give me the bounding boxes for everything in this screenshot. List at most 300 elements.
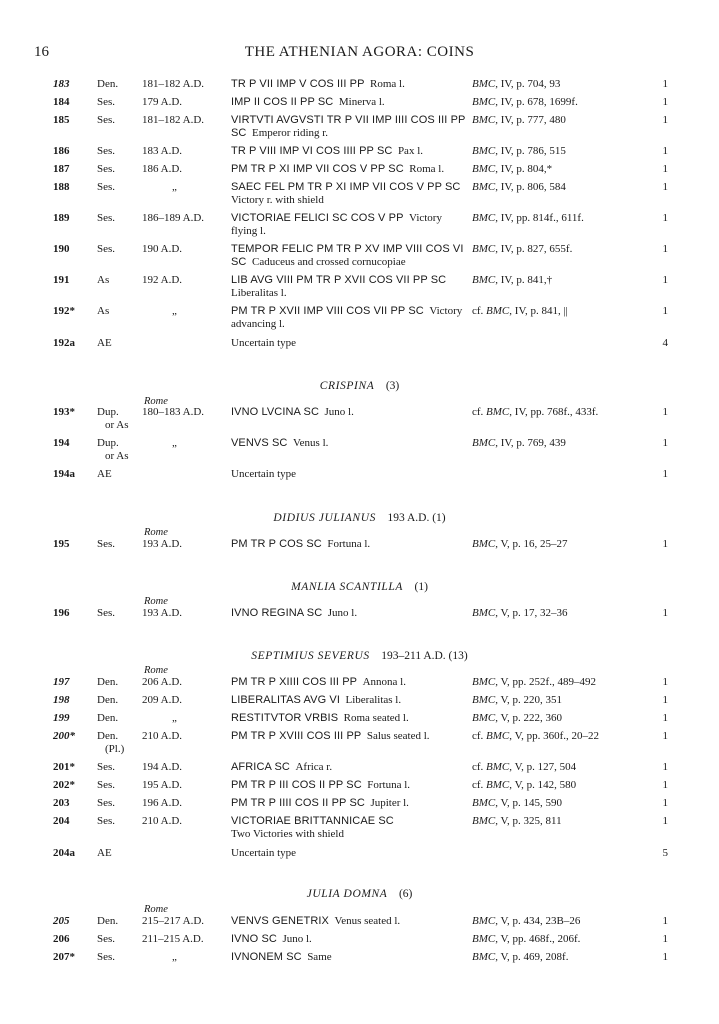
reference [472,78,652,91]
specimen-count: 1 [662,779,668,791]
specimen-count: 1 [662,933,668,945]
reverse-legend-and-type [231,951,467,964]
denomination-name: Den. [97,712,119,724]
denomination-name: Den. [97,78,119,90]
reference [472,676,652,689]
entry-number: 194 [53,437,70,449]
specimen-count: 1 [662,468,668,480]
specimen-count: 1 [662,797,668,809]
denomination-name: Ses. [97,779,116,791]
section-dates-count: 193–211 A.D. (13) [381,650,468,662]
denomination-name: Ses. [97,951,116,963]
reference [472,114,652,127]
reference [472,915,652,928]
denomination-name: Ses. [97,163,116,175]
reverse-legend-and-type [231,437,467,450]
reference-catalogue: BMC [472,243,496,255]
specimen-count: 1 [662,761,668,773]
denomination-name: As [97,305,110,317]
reverse-legend: PM TR P III COS II PP SC [231,779,362,791]
entry-number: 189 [53,212,70,224]
denomination-name: Ses. [97,212,116,224]
entry-number: 184 [53,96,70,108]
denomination [97,468,139,481]
section-ruler-name: JULIA DOMNA [306,888,388,900]
denomination-name: AE [97,847,112,859]
reference-catalogue: BMC [472,78,496,90]
entry-number: 185 [53,114,70,126]
denomination-name: Den. [97,694,119,706]
reverse-legend: VENVS SC [231,437,288,449]
reverse-legend: PM TR P XVII IMP VIII COS VII PP SC [231,305,424,317]
reverse-legend: TR P VII IMP V COS III PP [231,78,365,90]
reverse-type: Juno l. [282,933,312,945]
entry-number: 192* [53,305,75,317]
denomination-name: Ses. [97,114,116,126]
specimen-count: 1 [662,538,668,550]
reverse-legend: VICTORIAE BRITTANNICAE SC [231,815,394,827]
reverse-legend-and-type [231,797,467,810]
section-heading [0,512,719,524]
reference [472,163,652,176]
denomination [97,951,139,964]
reverse-legend: TEMPOR FELIC PM TR P XV IMP VIII COS VI SC [231,243,464,268]
reverse-type: Venus seated l. [334,915,401,927]
denomination-name: Ses. [97,607,116,619]
section-dates-count: (1) [414,581,428,593]
reverse-legend-and-type [231,274,467,300]
reverse-type: Pax l. [397,145,423,157]
reverse-type: Fortuna l. [327,538,371,550]
denomination-name: Dup. [97,406,119,418]
reference-prefix: cf. [472,730,487,742]
reverse-type: Juno l. [324,406,354,418]
reference-catalogue: BMC [486,305,510,317]
date: 206 A.D. [142,676,183,688]
denomination-name: Ses. [97,933,116,945]
reverse-legend: IVNO SC [231,933,277,945]
reference-catalogue: BMC [472,96,496,108]
reference-citation: , IV, pp. 814f., 611f. [495,212,584,224]
mint-label: Rome [144,596,168,607]
denomination [97,538,139,551]
specimen-count: 1 [662,145,668,157]
denomination [97,274,139,287]
reverse-legend-and-type [231,712,467,725]
reference-catalogue: BMC [472,676,496,688]
reference-citation: , V, p. 220, 351 [495,694,563,706]
reference-catalogue: BMC [472,274,496,286]
section-ruler-name: CRISPINA [319,380,375,392]
reverse-legend: VENVS GENETRIX [231,915,329,927]
denomination [97,676,139,689]
reference-citation: , V, p. 127, 504 [509,761,577,773]
denomination-name: Ses. [97,145,116,157]
mint-label: Rome [144,665,168,676]
date: 186 A.D. [142,163,183,175]
date: 190 A.D. [142,243,183,255]
reference-catalogue: BMC [472,694,496,706]
denomination-name: Den. [97,676,119,688]
reference-catalogue: BMC [486,761,510,773]
denomination [97,145,139,158]
section-heading [0,650,719,662]
reverse-legend-and-type [231,243,467,269]
reference-citation: , V, p. 16, 25–27 [495,538,568,550]
reference-citation: , IV, p. 769, 439 [495,437,566,449]
reference-citation: , IV, p. 827, 655f. [495,243,573,255]
date: 194 A.D. [142,761,183,773]
denomination [97,712,139,725]
section-dates-count: (3) [385,380,400,392]
page-header [0,44,719,64]
denomination [97,406,139,432]
reference-citation: , IV, p. 841,† [495,274,553,286]
date: 181–182 A.D. [142,114,205,126]
denomination [97,607,139,620]
denomination-name: Ses. [97,538,116,550]
reverse-legend-and-type [231,212,467,238]
reverse-type: Two Victories with shield [231,828,344,840]
denomination-name: Ses. [97,96,116,108]
reverse-type: Roma l. [409,163,445,175]
entry-number: 190 [53,243,70,255]
reference [472,96,652,109]
denomination-name: AE [97,337,112,349]
reference-catalogue: BMC [472,815,496,827]
reference-citation: , IV, p. 786, 515 [495,145,566,157]
denomination-name: Ses. [97,243,116,255]
denomination-name: As [97,274,110,286]
specimen-count: 1 [662,212,668,224]
denomination [97,761,139,774]
reference [472,305,652,318]
denomination [97,181,139,194]
reference [472,406,652,419]
entry-number: 191 [53,274,70,286]
section-dates-count: (6) [398,888,413,900]
specimen-count: 1 [662,243,668,255]
reverse-type: Jupiter l. [370,797,409,809]
denomination-extra: (Pl.) [105,743,125,755]
entry-number: 198 [53,694,70,706]
denomination-name: Den. [97,730,119,742]
denomination [97,797,139,810]
reference-citation: , V, p. 142, 580 [509,779,577,791]
reference [472,797,652,810]
reverse-legend: RESTITVTOR VRBIS [231,712,339,724]
reference [472,243,652,256]
specimen-count: 1 [662,915,668,927]
date: 181–182 A.D. [142,78,205,90]
reverse-type: Roma seated l. [343,712,409,724]
reverse-legend: PM TR P XI IMP VII COS V PP SC [231,163,404,175]
entry-number: 205 [53,915,70,927]
reverse-legend-and-type [231,337,467,350]
denomination [97,163,139,176]
specimen-count: 1 [662,274,668,286]
reference-citation: , V, p. 17, 32–36 [495,607,568,619]
entry-number: 196 [53,607,70,619]
entry-number: 202* [53,779,75,791]
reference-prefix: cf. [472,305,487,317]
reverse-type: Victory r. with shield [231,194,324,206]
specimen-count: 5 [662,847,668,859]
entry-number: 204 [53,815,70,827]
reverse-type: Roma l. [370,78,405,90]
section-ruler-name: DIDIUS JULIANUS [273,512,376,524]
reverse-legend: IVNONEM SC [231,951,302,963]
entry-number: 195 [53,538,70,550]
specimen-count: 1 [662,694,668,706]
entry-number: 199 [53,712,70,724]
page-title: THE ATHENIAN AGORA: COINS [244,44,475,60]
reference [472,951,652,964]
reverse-type: Africa r. [295,761,333,773]
reference-citation: , V, p. 469, 208f. [495,951,569,963]
reference [472,437,652,450]
date: 183 A.D. [142,145,183,157]
reverse-legend-and-type [231,406,467,419]
reference-catalogue: BMC [472,163,496,175]
entry-number: 193* [53,406,75,418]
reverse-legend-and-type [231,847,467,860]
date: „ [172,305,177,317]
entry-number: 187 [53,163,70,175]
reverse-legend-and-type [231,676,467,689]
date: 193 A.D. [142,607,183,619]
reference-citation: , IV, p. 777, 480 [495,114,566,126]
reverse-type: Victory advancing l. [231,305,463,330]
reference-catalogue: BMC [472,797,496,809]
reverse-legend-and-type [231,305,467,331]
reference-catalogue: BMC [486,779,510,791]
reverse-type: Annona l. [362,676,406,688]
date: „ [172,712,177,724]
entry-number: 194a [53,468,75,480]
denomination-extra: or As [105,450,129,462]
reverse-legend: PM TR P XIIII COS III PP [231,676,358,688]
reverse-legend: AFRICA SC [231,761,290,773]
reverse-legend-and-type [231,761,467,774]
entry-number: 183 [53,78,70,90]
denomination-name: Den. [97,915,119,927]
denomination [97,933,139,946]
reverse-legend: IVNO LVCINA SC [231,406,319,418]
section-heading [0,888,719,900]
specimen-count: 1 [662,163,668,175]
reverse-legend-and-type [231,815,467,841]
reverse-type: Uncertain type [231,847,297,859]
reverse-legend-and-type [231,468,467,481]
reference [472,933,652,946]
entry-number: 203 [53,797,70,809]
reverse-legend-and-type [231,607,467,620]
reference-catalogue: BMC [472,712,496,724]
reverse-type: Salus seated l. [366,730,430,742]
reference-catalogue: BMC [472,933,496,945]
date: 192 A.D. [142,274,183,286]
date: 193 A.D. [142,538,183,550]
section-heading [0,380,719,392]
reverse-legend-and-type [231,694,467,707]
date: 210 A.D. [142,730,183,742]
section-dates-count: 193 A.D. (1) [387,512,446,524]
entry-number: 192a [53,337,75,349]
reference [472,145,652,158]
reference-citation: , IV, p. 804,* [495,163,553,175]
date: „ [172,437,177,449]
reverse-type: Uncertain type [231,337,297,349]
denomination [97,694,139,707]
reverse-legend-and-type [231,96,467,109]
denomination [97,437,139,463]
denomination [97,847,139,860]
reference [472,694,652,707]
reference [472,538,652,551]
entry-number: 200* [53,730,75,742]
reference-citation: , IV, p. 806, 584 [495,181,566,193]
reverse-legend-and-type [231,538,467,551]
reverse-legend-and-type [231,181,467,207]
reverse-legend: PM TR P COS SC [231,538,322,550]
reference-catalogue: BMC [472,114,496,126]
denomination-name: Ses. [97,797,116,809]
date: 215–217 A.D. [142,915,205,927]
denomination-name: AE [97,468,112,480]
reference-citation: , V, pp. 252f., 489–492 [495,676,596,688]
date: 209 A.D. [142,694,183,706]
reference-catalogue: BMC [472,607,496,619]
reference-catalogue: BMC [472,951,496,963]
reference-catalogue: BMC [472,437,496,449]
entry-number: 188 [53,181,70,193]
reference [472,274,652,287]
specimen-count: 1 [662,114,668,126]
reverse-legend: PM TR P XVIII COS III PP [231,730,362,742]
specimen-count: 1 [662,305,668,317]
reverse-type: Minerva l. [338,96,385,108]
entry-number: 186 [53,145,70,157]
reference [472,212,652,225]
page-number: 16 [34,44,49,60]
reverse-legend: IMP II COS II PP SC [231,96,334,108]
reference-catalogue: BMC [472,538,496,550]
entry-number: 201* [53,761,75,773]
reverse-legend-and-type [231,145,467,158]
reverse-type: Juno l. [327,607,358,619]
reverse-type: Liberalitas l. [231,287,287,299]
mint-label: Rome [144,904,168,915]
date: 186–189 A.D. [142,212,205,224]
section-heading [0,581,719,593]
specimen-count: 1 [662,712,668,724]
reverse-type: Same [307,951,332,963]
section-ruler-name: SEPTIMIUS SEVERUS [251,650,370,662]
specimen-count: 1 [662,951,668,963]
reference-catalogue: BMC [486,730,510,742]
denomination [97,337,139,350]
reverse-legend-and-type [231,779,467,792]
reverse-legend-and-type [231,933,467,946]
reference-prefix: cf. [472,779,487,791]
reference-catalogue: BMC [486,406,510,418]
reverse-legend-and-type [231,915,467,928]
reverse-legend-and-type [231,78,467,91]
reference-citation: , IV, pp. 768f., 433f. [509,406,599,418]
date: 196 A.D. [142,797,183,809]
denomination [97,779,139,792]
reference [472,815,652,828]
date: „ [172,951,177,963]
denomination [97,730,139,756]
reference-citation: , V, p. 145, 590 [495,797,563,809]
reverse-legend: VIRTVTI AVGVSTI TR P VII IMP IIII COS III PP SC [231,114,466,139]
date: 195 A.D. [142,779,183,791]
reverse-type: Victory flying l. [231,212,442,237]
entry-number: 197 [53,676,70,688]
reverse-legend: TR P VIII IMP VI COS IIII PP SC [231,145,393,157]
specimen-count: 1 [662,181,668,193]
specimen-count: 1 [662,607,668,619]
specimen-count: 1 [662,730,668,742]
specimen-count: 1 [662,78,668,90]
reference-citation: , IV, p. 704, 93 [495,78,561,90]
denomination-name: Ses. [97,181,116,193]
mint-label: Rome [144,527,168,538]
denomination [97,815,139,828]
denomination [97,243,139,256]
reference [472,712,652,725]
denomination-name: Ses. [97,761,116,773]
specimen-count: 1 [662,437,668,449]
reverse-legend: LIBERALITAS AVG VI [231,694,340,706]
denomination [97,915,139,928]
entry-number: 207* [53,951,75,963]
denomination [97,96,139,109]
reference-citation: , V, p. 434, 23B–26 [495,915,581,927]
section-ruler-name: MANLIA SCANTILLA [291,581,404,593]
date: 179 A.D. [142,96,183,108]
reference-prefix: cf. [472,406,487,418]
date: 211–215 A.D. [142,933,204,945]
reverse-legend: LIB AVG VIII PM TR P XVII COS VII PP SC [231,274,447,286]
denomination [97,305,139,318]
reference [472,607,652,620]
reference [472,730,652,743]
date: 180–183 A.D. [142,406,205,418]
reference-prefix: cf. [472,761,487,773]
reference-citation: , V, pp. 360f., 20–22 [509,730,600,742]
reverse-legend-and-type [231,730,467,743]
reverse-legend-and-type [231,114,467,140]
reverse-type: Venus l. [292,437,329,449]
denomination [97,114,139,127]
reverse-type: Uncertain type [231,468,297,480]
reference [472,779,652,792]
reverse-legend: SAEC FEL PM TR P XI IMP VII COS V PP SC [231,181,461,193]
specimen-count: 4 [662,337,668,349]
specimen-count: 1 [662,96,668,108]
specimen-count: 1 [662,676,668,688]
reference-catalogue: BMC [472,212,496,224]
reference-citation: , V, p. 325, 811 [495,815,562,827]
denomination [97,212,139,225]
specimen-count: 1 [662,815,668,827]
reference-citation: , IV, p. 678, 1699f. [495,96,578,108]
entry-number: 206 [53,933,70,945]
date: „ [172,181,177,193]
